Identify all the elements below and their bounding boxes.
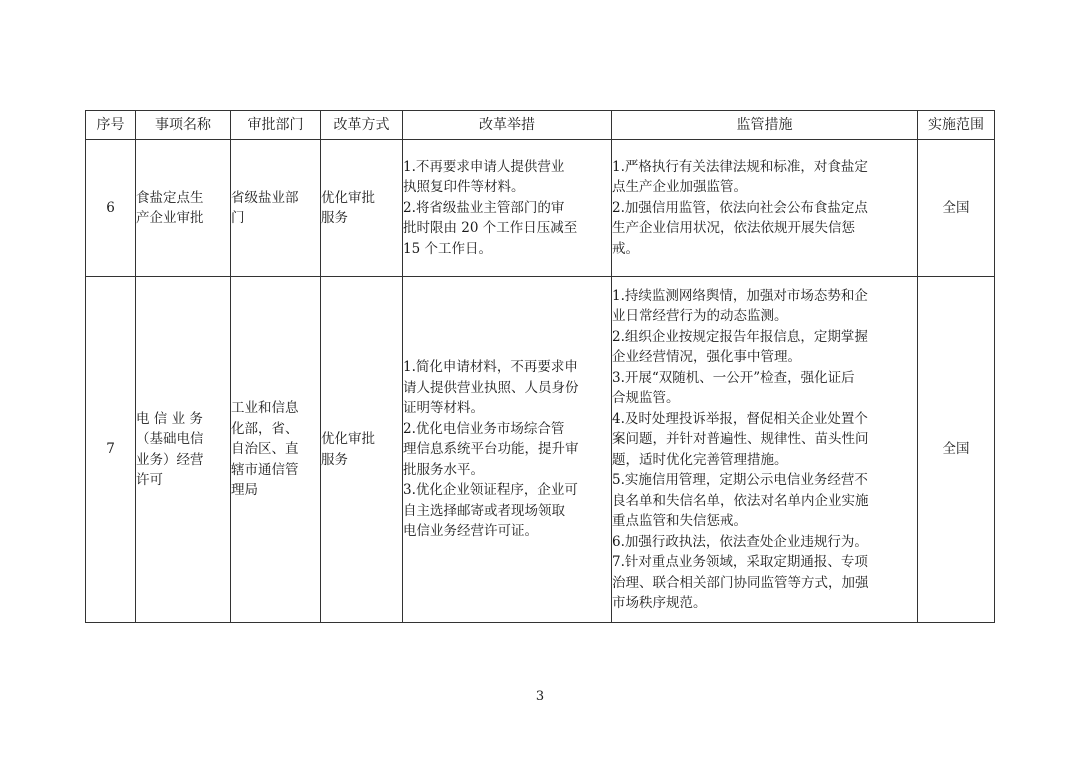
dept-line: 化部，省、: [231, 420, 299, 437]
header-method: 改革方式: [321, 111, 403, 140]
item-name-line: （基础电信: [136, 431, 204, 447]
supervision-cell: [612, 140, 918, 277]
supervision-line: 2.组织企业按规定报告年报信息，定期掌握: [612, 328, 868, 345]
reform-line: 批时限由 20 个工作日压减至: [403, 220, 578, 237]
reform-line: 2.将省级盐业主管部门的审: [403, 199, 565, 216]
reform-table: [85, 110, 995, 623]
dept-line: 工业和信息: [231, 400, 299, 417]
scope-cell: 全国: [918, 277, 995, 623]
dept-line: 理局: [231, 482, 258, 499]
supervision-line: 1.严格执行有关法律法规和标准，对食盐定: [612, 158, 868, 175]
supervision-line: 3.开展“双随机、一公开”检查，强化证后: [612, 369, 855, 386]
reform-line: 批服务水平。: [403, 461, 484, 478]
supervision-line: 重点监管和失信惩戒。: [612, 513, 747, 529]
supervision-line: 4.及时处理投诉举报，督促相关企业处置个: [612, 410, 868, 427]
item-name-line: 产企业审批: [136, 210, 204, 226]
header-row: [86, 111, 995, 140]
method-line: 优化审批: [321, 189, 375, 206]
header-scope: 实施范围: [918, 111, 995, 140]
page-number: 3: [535, 689, 545, 704]
supervision-line: 戒。: [612, 240, 639, 257]
reform-line: 执照复印件等材料。: [403, 179, 525, 196]
item-name-line: 食盐定点生: [136, 189, 204, 206]
dept-line: 省级盐业部: [231, 189, 299, 206]
reform-line: 证明等材料。: [403, 400, 484, 417]
method-line: 服务: [321, 451, 348, 468]
supervision-line: 1.持续监测网络舆情，加强对市场态势和企: [612, 287, 868, 304]
reform-line: 电信业务经营许可证。: [403, 523, 538, 540]
supervision-line: 治理、联合相关部门协同监管等方式，加强: [612, 574, 869, 591]
supervision-line: 企业经营情况，强化事中管理。: [612, 349, 801, 365]
dept-line: 门: [231, 210, 245, 226]
dept-cell: [231, 140, 321, 277]
dept-line: 辖市通信管: [231, 461, 299, 478]
reform-line: 理信息系统平台功能，提升审: [403, 441, 579, 458]
reform-line: 1.不再要求申请人提供营业: [403, 158, 565, 175]
supervision-cell: [612, 277, 918, 623]
dept-cell: [231, 277, 321, 623]
item-name-cell: [136, 277, 231, 623]
supervision-line: 7.针对重点业务领域，采取定期通报、专项: [612, 554, 868, 570]
row-number: 6: [86, 140, 136, 277]
reform-cell: [403, 277, 612, 623]
reform-cell: [403, 140, 612, 277]
supervision-line: 5.实施信用管理，定期公示电信业务经营不: [612, 472, 868, 488]
supervision-line: 2.加强信用监管，依法向社会公布食盐定点: [612, 199, 868, 216]
item-name-line: 电 信 业 务: [136, 410, 203, 427]
table-row: [86, 140, 995, 277]
header-supervision: 监管措施: [612, 111, 918, 140]
item-name-cell: [136, 140, 231, 277]
supervision-line: 题，适时优化完善管理措施。: [612, 451, 788, 468]
dept-line: 自治区、直: [231, 441, 299, 458]
item-name-line: 业务）经营: [136, 451, 204, 468]
method-line: 服务: [321, 210, 348, 226]
header-item-name: 事项名称: [136, 111, 231, 140]
supervision-line: 合规监管。: [612, 390, 680, 406]
supervision-line: 生产企业信用状况，依法依规开展失信惩: [612, 220, 855, 237]
supervision-line: 点生产企业加强监管。: [612, 179, 747, 196]
reform-line: 自主选择邮寄或者现场领取: [403, 502, 565, 519]
item-name-line: 许可: [136, 472, 163, 488]
supervision-line: 良名单和失信名单，依法对名单内企业实施: [612, 492, 869, 509]
table-row: [86, 277, 995, 623]
reform-line: 请人提供营业执照、人员身份: [403, 379, 579, 396]
header-dept: 审批部门: [231, 111, 321, 140]
header-seq: 序号: [86, 111, 136, 140]
method-line: 优化审批: [321, 431, 375, 447]
supervision-line: 6.加强行政执法，依法查处企业违规行为。: [612, 533, 868, 550]
supervision-line: 市场秩序规范。: [612, 595, 707, 611]
reform-line: 2.优化电信业务市场综合管: [403, 420, 565, 437]
supervision-line: 业日常经营行为的动态监测。: [612, 308, 788, 324]
header-reform: 改革举措: [403, 111, 612, 140]
method-cell: [321, 140, 403, 277]
supervision-line: 案问题，并针对普遍性、规律性、苗头性问: [612, 431, 869, 447]
reform-line: 3.优化企业领证程序，企业可: [403, 482, 578, 499]
reform-line: 15 个工作日。: [403, 240, 492, 257]
row-number: 7: [86, 277, 136, 623]
reform-line: 1.简化申请材料，不再要求申: [403, 359, 578, 376]
scope-cell: 全国: [918, 140, 995, 277]
method-cell: [321, 277, 403, 623]
